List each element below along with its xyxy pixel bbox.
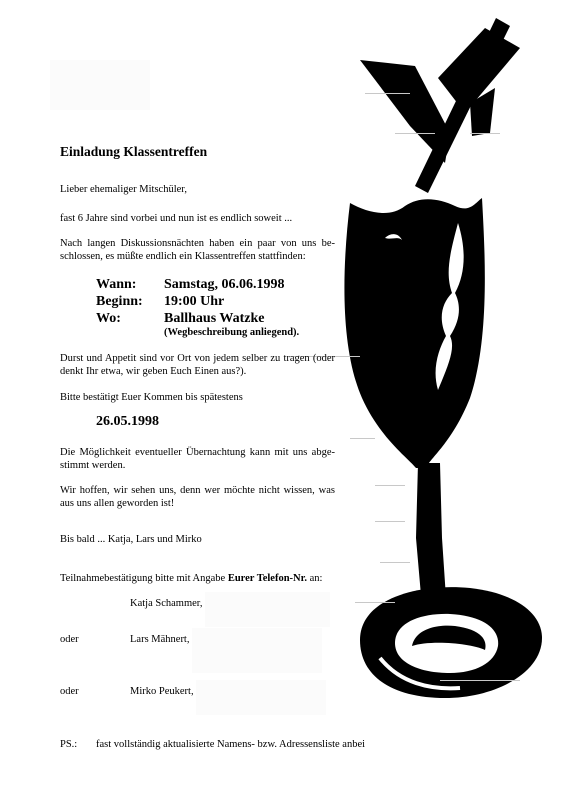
cocktail-glass-illustration [320,18,555,718]
scan-line [355,602,395,603]
signoff: Bis bald ... Katja, Lars und Mirko [60,534,202,545]
contact-name-3: Mirko Peukert, [130,686,194,697]
detail-label-start: Beginn: [96,294,143,309]
scan-line [350,438,375,439]
intro-line: fast 6 Jahre sind vorbei und nun ist es endlich soweit ... [60,213,293,224]
detail-label-where: Wo: [96,311,121,326]
contact-name-1: Katja Schammer, [130,598,203,609]
detail-label-when: Wann: [96,277,137,292]
redacted-address-2 [192,628,322,673]
contact-prefix-2: oder [60,634,79,645]
contact-intro-end: an: [309,573,323,584]
scan-line [470,133,500,134]
contact-intro-phone: Eurer Telefon-Nr. [227,573,307,584]
scan-line [365,93,410,94]
contact-name-2: Lars Mähnert, [130,634,190,645]
scan-line [395,133,435,134]
scan-line [375,485,405,486]
paragraph-hope: Wir hoffen, wir sehen uns, denn wer möchte nicht wissen, was aus uns allen geworden ist! [60,485,335,509]
detail-value-start: 19:00 Uhr [164,294,225,309]
paragraph-food: Durst und Appetit sind vor Ort von jedem selber zu tragen (oder denkt Ihr etwa, wir geben Euch Einen aus?). [60,353,335,377]
paragraph-decision: Nach langen Diskussionsnächten haben ein paar von uns be-schlossen, es müßte endlich ein Klassentreffen stattfinden: [60,238,335,262]
detail-value-where: Ballhaus Watzke [164,311,265,326]
deadline-date: 26.05.1998 [96,414,159,429]
paragraph-overnight: Die Möglichkeit eventueller Übernachtung kann mit uns abge-stimmt werden. [60,447,335,471]
redacted-header [50,60,150,110]
contact-prefix-3: oder [60,686,79,697]
scan-line [440,680,520,681]
directions-note: (Wegbeschreibung anliegend). [164,327,300,338]
detail-value-when: Samstag, 06.06.1998 [164,277,285,292]
ps-text: fast vollständig aktualisierte Namens- bzw. Adressensliste anbei [96,739,366,750]
scan-line [375,521,405,522]
contact-intro-text: Teilnahmebestätigung bitte mit Angabe [60,573,226,584]
greeting: Lieber ehemaliger Mitschüler, [60,184,187,195]
letter-title: Einladung Klassentreffen [60,144,208,159]
scan-line [380,562,410,563]
redacted-address-1 [205,592,330,627]
redacted-address-3 [196,680,326,715]
ps-label: PS.: [60,739,78,750]
contact-intro [60,572,322,585]
confirm-line: Bitte bestätigt Euer Kommen bis spätestens [60,392,243,403]
